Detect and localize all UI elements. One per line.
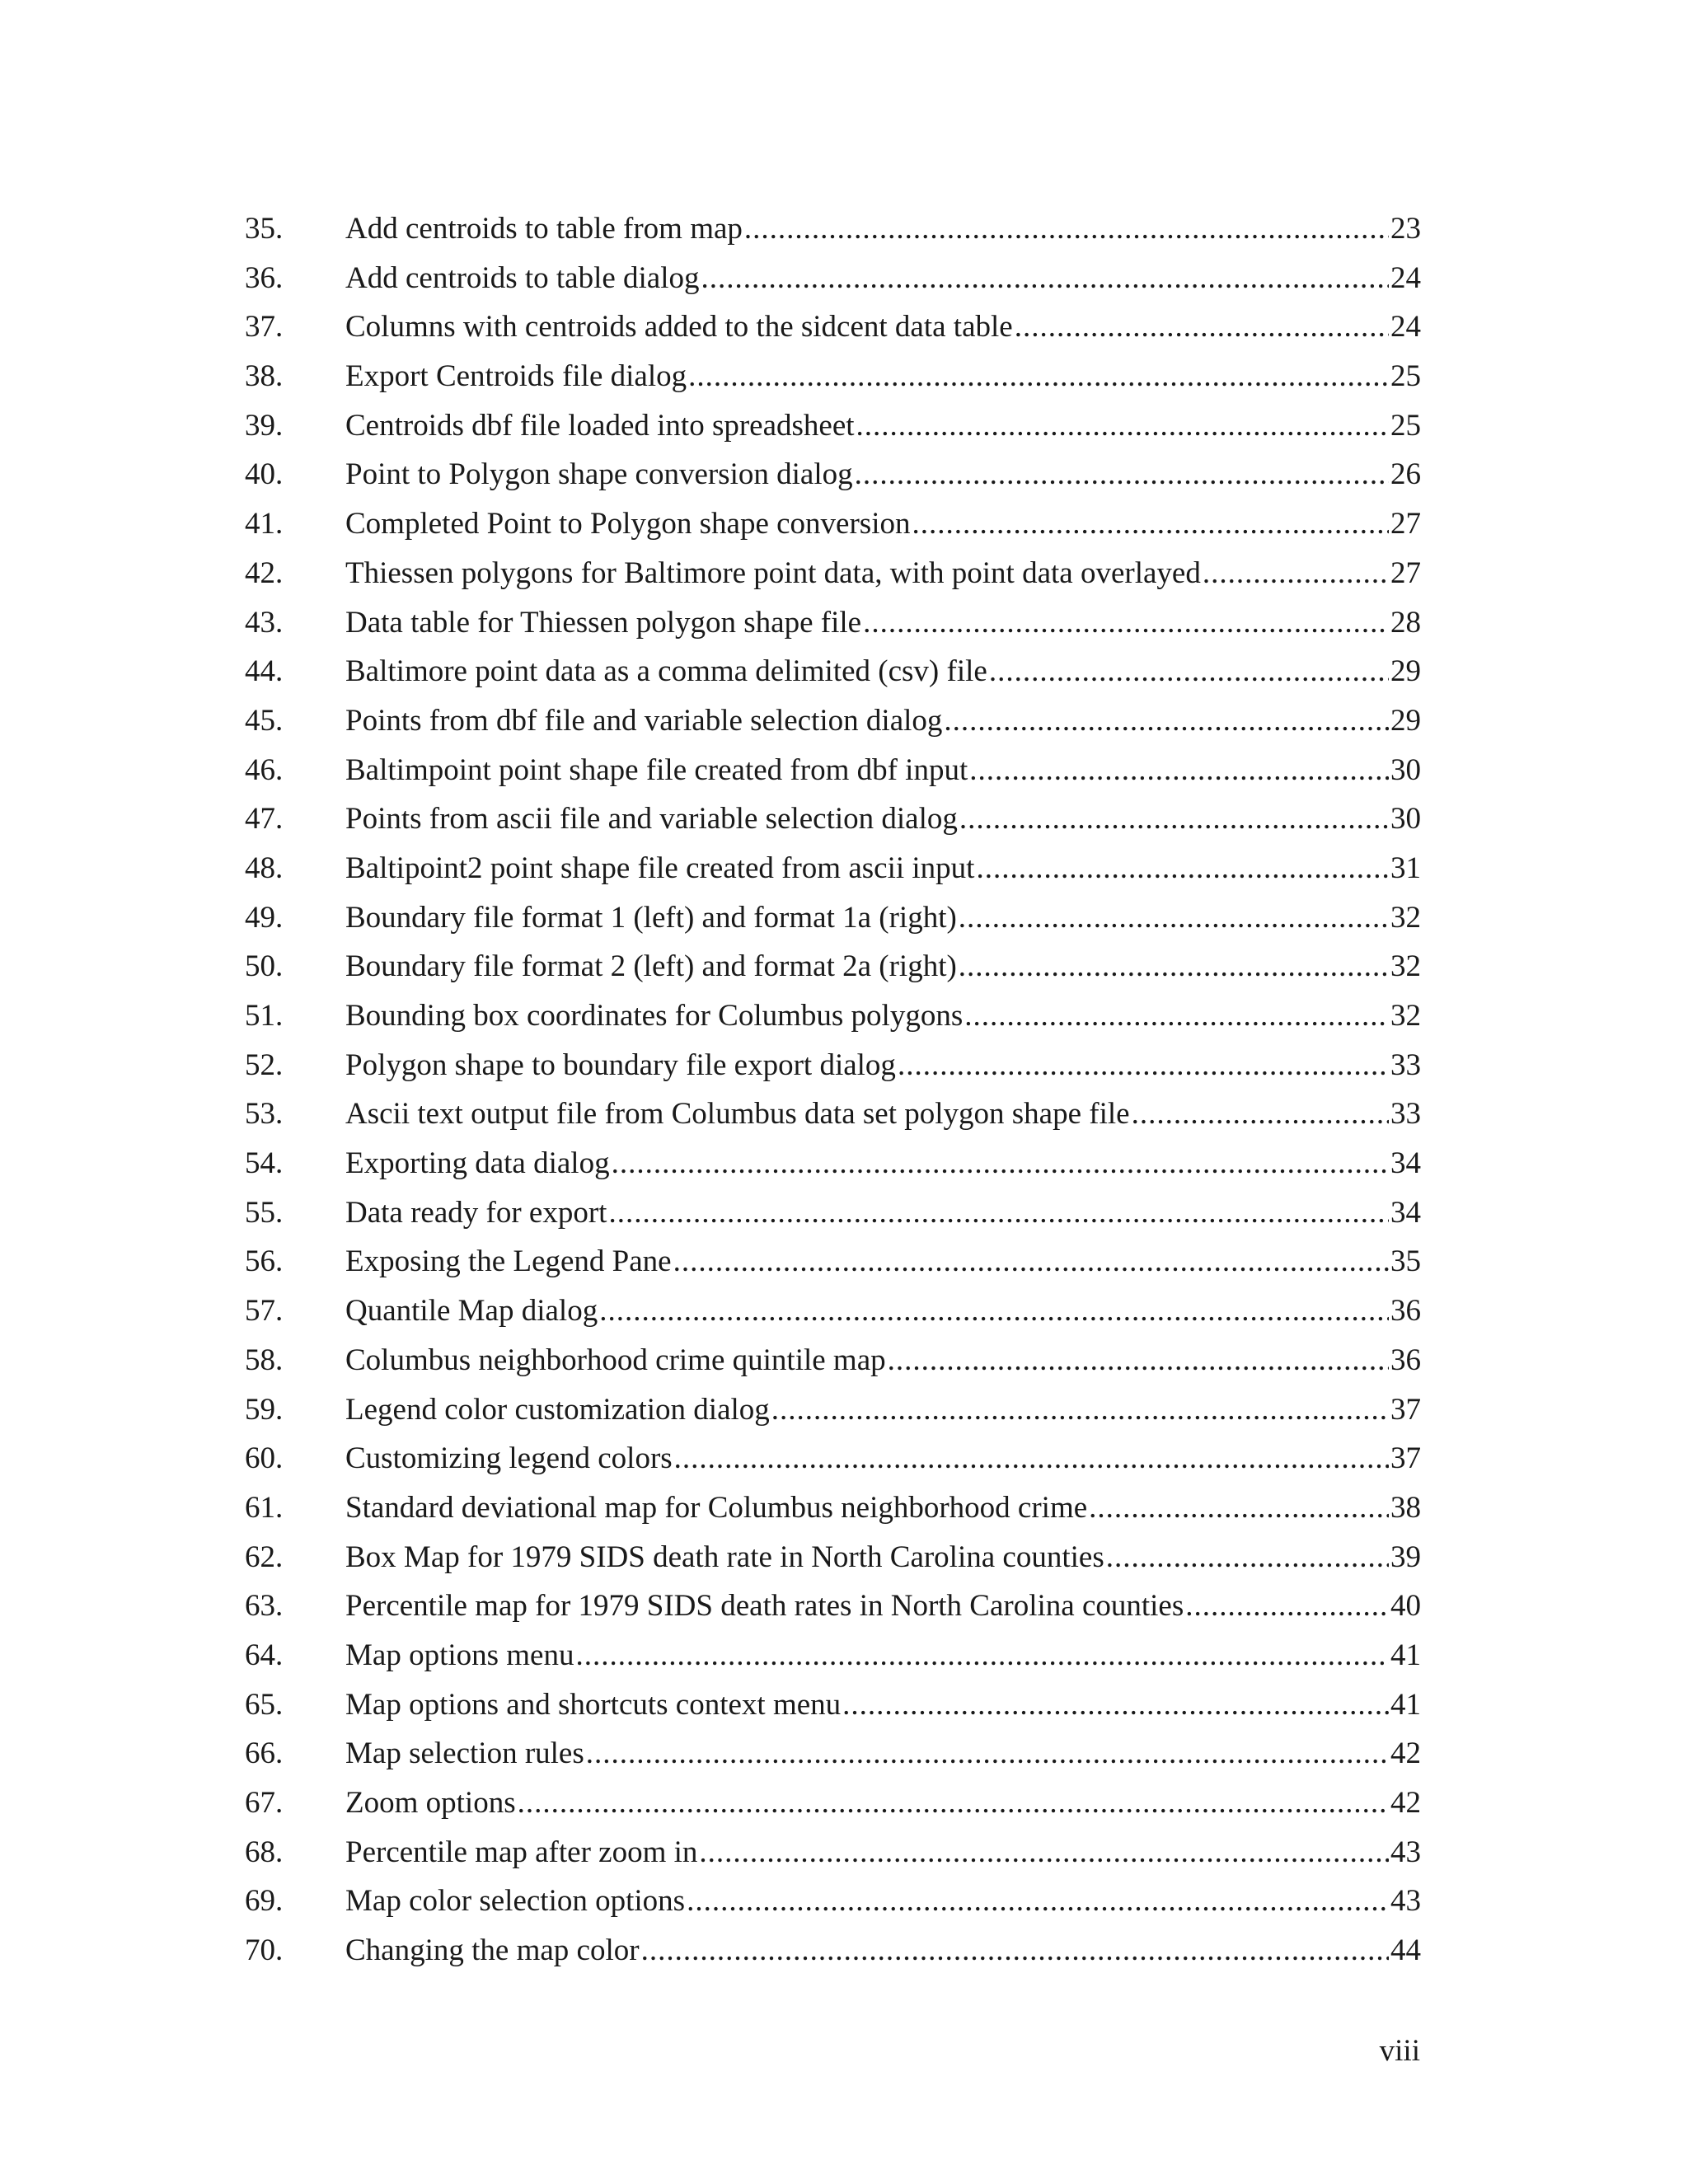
dot-leader [855, 450, 1389, 499]
list-item [245, 942, 1421, 991]
list-item [245, 1877, 1421, 1926]
figure-title: Standard deviational map for Columbus neighborhood crime [345, 1490, 1088, 1525]
figure-title: Exporting data dialog [345, 1146, 610, 1181]
figure-page-number: 37 [1390, 1441, 1421, 1476]
list-item [245, 204, 1421, 254]
figure-page-number: 23 [1390, 212, 1421, 246]
figure-title: Box Map for 1979 SIDS death rate in North Carolina counties [345, 1540, 1104, 1574]
list-item [245, 1483, 1421, 1533]
figure-page-number: 36 [1390, 1294, 1421, 1329]
figure-page-number: 29 [1390, 703, 1421, 738]
dot-leader [586, 1729, 1389, 1779]
figure-number: 42. [245, 555, 284, 590]
figure-title: Boundary file format 1 (left) and format 1a (right) [345, 900, 957, 935]
figure-number: 47. [245, 802, 284, 837]
figure-page-number: 41 [1390, 1687, 1421, 1722]
figure-title: Zoom options [345, 1786, 516, 1820]
dot-leader [608, 1188, 1389, 1238]
figure-number: 67. [245, 1786, 284, 1820]
list-item [245, 844, 1421, 893]
figure-page-number: 32 [1390, 949, 1421, 984]
figure-title: Add centroids to table from map [345, 212, 743, 246]
figure-number: 68. [245, 1835, 284, 1869]
figure-page-number: 30 [1390, 802, 1421, 837]
list-item [245, 401, 1421, 451]
figure-title: Add centroids to table dialog [345, 260, 700, 295]
figure-page-number: 38 [1390, 1490, 1421, 1525]
figure-page-number: 36 [1390, 1343, 1421, 1377]
list-item [245, 549, 1421, 598]
figure-title: Customizing legend colors [345, 1441, 673, 1476]
list-item [245, 1779, 1421, 1828]
figure-page-number: 34 [1390, 1195, 1421, 1230]
dot-leader [599, 1286, 1389, 1336]
figure-page-number: 32 [1390, 900, 1421, 935]
list-item [245, 254, 1421, 303]
figure-page-number: 24 [1390, 310, 1421, 344]
dot-leader [744, 204, 1389, 254]
figure-title: Quantile Map dialog [345, 1294, 598, 1329]
figure-page-number: 43 [1390, 1835, 1421, 1869]
list-item [245, 647, 1421, 696]
dot-leader [1015, 302, 1389, 352]
figure-title: Boundary file format 2 (left) and format 2a (right) [345, 949, 957, 984]
list-item [245, 1533, 1421, 1582]
figure-number: 50. [245, 949, 284, 984]
figure-page-number: 24 [1390, 260, 1421, 295]
figure-page-number: 25 [1390, 359, 1421, 394]
dot-leader [959, 942, 1389, 991]
dot-leader [518, 1779, 1389, 1828]
figure-title: Ascii text output file from Columbus data set polygon shape file [345, 1097, 1130, 1132]
figure-title: Data table for Thiessen polygon shape file [345, 605, 862, 640]
figure-number: 43. [245, 605, 284, 640]
list-item [245, 450, 1421, 499]
figure-title: Columbus neighborhood crime quintile map [345, 1343, 886, 1377]
figure-number: 41. [245, 507, 284, 541]
dot-leader [856, 401, 1389, 451]
figure-title: Map color selection options [345, 1884, 686, 1919]
dot-leader [674, 1434, 1389, 1483]
figure-page-number: 33 [1390, 1047, 1421, 1082]
dot-leader [1203, 549, 1389, 598]
figure-number: 51. [245, 999, 284, 1033]
list-item [245, 746, 1421, 795]
figure-number: 69. [245, 1884, 284, 1919]
figure-number: 61. [245, 1490, 284, 1525]
list-item [245, 499, 1421, 549]
dot-leader [888, 1336, 1389, 1385]
dot-leader [964, 991, 1389, 1041]
dot-leader [959, 893, 1389, 943]
figure-number: 63. [245, 1589, 284, 1624]
dot-leader [688, 352, 1389, 401]
list-item [245, 352, 1421, 401]
dot-leader [1185, 1582, 1389, 1631]
figure-number: 39. [245, 408, 284, 443]
figure-number: 38. [245, 359, 284, 394]
figure-page-number: 25 [1390, 408, 1421, 443]
list-item [245, 1434, 1421, 1483]
figure-title: Columns with centroids added to the sidcent data table [345, 310, 1013, 344]
figure-page-number: 39 [1390, 1540, 1421, 1574]
figure-page-number: 43 [1390, 1884, 1421, 1919]
figure-title: Points from dbf file and variable selection dialog [345, 703, 943, 738]
figure-number: 53. [245, 1097, 284, 1132]
figure-number: 48. [245, 851, 284, 885]
dot-leader [969, 746, 1389, 795]
dot-leader [976, 844, 1389, 893]
figure-number: 36. [245, 260, 284, 295]
list-item [245, 1385, 1421, 1435]
figure-page-number: 32 [1390, 999, 1421, 1033]
dot-leader [575, 1631, 1389, 1680]
figure-number: 45. [245, 703, 284, 738]
dot-leader [699, 1828, 1389, 1877]
figure-title: Map options and shortcuts context menu [345, 1687, 842, 1722]
figure-title: Bounding box coordinates for Columbus polygons [345, 999, 964, 1033]
list-item [245, 1041, 1421, 1090]
figure-title: Baltipoint2 point shape file created from ascii input [345, 851, 975, 885]
figure-number: 52. [245, 1047, 284, 1082]
figure-number: 64. [245, 1638, 284, 1672]
figure-number: 66. [245, 1736, 284, 1771]
figure-title: Percentile map after zoom in [345, 1835, 698, 1869]
figure-page-number: 30 [1390, 752, 1421, 787]
list-item [245, 794, 1421, 844]
figure-page-number: 27 [1390, 507, 1421, 541]
list-item [245, 1286, 1421, 1336]
figure-page-number: 34 [1390, 1146, 1421, 1181]
dot-leader [612, 1139, 1389, 1188]
figure-page-number: 31 [1390, 851, 1421, 885]
dot-leader [771, 1385, 1389, 1435]
figure-title: Changing the map color [345, 1933, 640, 1968]
figure-page-number: 40 [1390, 1589, 1421, 1624]
figure-page-number: 28 [1390, 605, 1421, 640]
dot-leader [701, 254, 1389, 303]
figure-title: Completed Point to Polygon shape conversion [345, 507, 911, 541]
list-item [245, 696, 1421, 746]
figure-page-number: 35 [1390, 1244, 1421, 1279]
list-item [245, 1631, 1421, 1680]
figure-title: Centroids dbf file loaded into spreadsheet [345, 408, 855, 443]
figure-title: Baltimore point data as a comma delimited (csv) file [345, 654, 987, 689]
figure-page-number: 44 [1390, 1933, 1421, 1968]
figure-number: 49. [245, 900, 284, 935]
figure-page-number: 42 [1390, 1786, 1421, 1820]
list-item [245, 302, 1421, 352]
list-item [245, 1090, 1421, 1139]
figure-title: Data ready for export [345, 1195, 607, 1230]
figure-page-number: 42 [1390, 1736, 1421, 1771]
list-item [245, 1336, 1421, 1385]
list-item [245, 1188, 1421, 1238]
figure-page-number: 26 [1390, 457, 1421, 492]
list-item [245, 1582, 1421, 1631]
figure-page-number: 27 [1390, 555, 1421, 590]
figure-page-number: 33 [1390, 1097, 1421, 1132]
figure-title: Exposing the Legend Pane [345, 1244, 672, 1279]
dot-leader [912, 499, 1389, 549]
figure-number: 37. [245, 310, 284, 344]
figure-number: 65. [245, 1687, 284, 1722]
figure-page-number: 37 [1390, 1392, 1421, 1427]
dot-leader [1132, 1090, 1389, 1139]
dot-leader [863, 598, 1389, 648]
figure-title: Baltimpoint point shape file created from dbf input [345, 752, 968, 787]
figure-title: Thiessen polygons for Baltimore point data, with point data overlayed [345, 555, 1201, 590]
figure-title: Map selection rules [345, 1736, 584, 1771]
dot-leader [1089, 1483, 1389, 1533]
figure-number: 40. [245, 457, 284, 492]
dot-leader [1106, 1533, 1389, 1582]
list-item [245, 1680, 1421, 1730]
dot-leader [641, 1926, 1389, 1975]
list-of-figures [245, 204, 1421, 1975]
list-item [245, 1828, 1421, 1877]
figure-number: 62. [245, 1540, 284, 1574]
figure-title: Percentile map for 1979 SIDS death rates in North Carolina counties [345, 1589, 1184, 1624]
dot-leader [673, 1237, 1389, 1286]
list-item [245, 598, 1421, 648]
figure-number: 58. [245, 1343, 284, 1377]
dot-leader [842, 1680, 1389, 1730]
figure-title: Legend color customization dialog [345, 1392, 770, 1427]
list-item [245, 1139, 1421, 1188]
figure-title: Map options menu [345, 1638, 574, 1672]
list-item [245, 1729, 1421, 1779]
dot-leader [989, 647, 1389, 696]
figure-number: 35. [245, 212, 284, 246]
list-item [245, 1926, 1421, 1975]
figure-title: Points from ascii file and variable selection dialog [345, 802, 958, 837]
figure-number: 54. [245, 1146, 284, 1181]
dot-leader [944, 696, 1389, 746]
dot-leader [687, 1877, 1389, 1926]
figure-page-number: 41 [1390, 1638, 1421, 1672]
figure-number: 70. [245, 1933, 284, 1968]
figure-number: 57. [245, 1294, 284, 1329]
list-item [245, 1237, 1421, 1286]
list-item [245, 893, 1421, 943]
figure-number: 46. [245, 752, 284, 787]
figure-title: Polygon shape to boundary file export dialog [345, 1047, 896, 1082]
figure-number: 56. [245, 1244, 284, 1279]
page-number: viii [1379, 2034, 1420, 2068]
dot-leader [959, 794, 1389, 844]
figure-number: 44. [245, 654, 284, 689]
figure-title: Export Centroids file dialog [345, 359, 687, 394]
list-item [245, 991, 1421, 1041]
figure-page-number: 29 [1390, 654, 1421, 689]
figure-number: 60. [245, 1441, 284, 1476]
figure-title: Point to Polygon shape conversion dialog [345, 457, 853, 492]
figure-number: 59. [245, 1392, 284, 1427]
figure-number: 55. [245, 1195, 284, 1230]
dot-leader [898, 1041, 1389, 1090]
